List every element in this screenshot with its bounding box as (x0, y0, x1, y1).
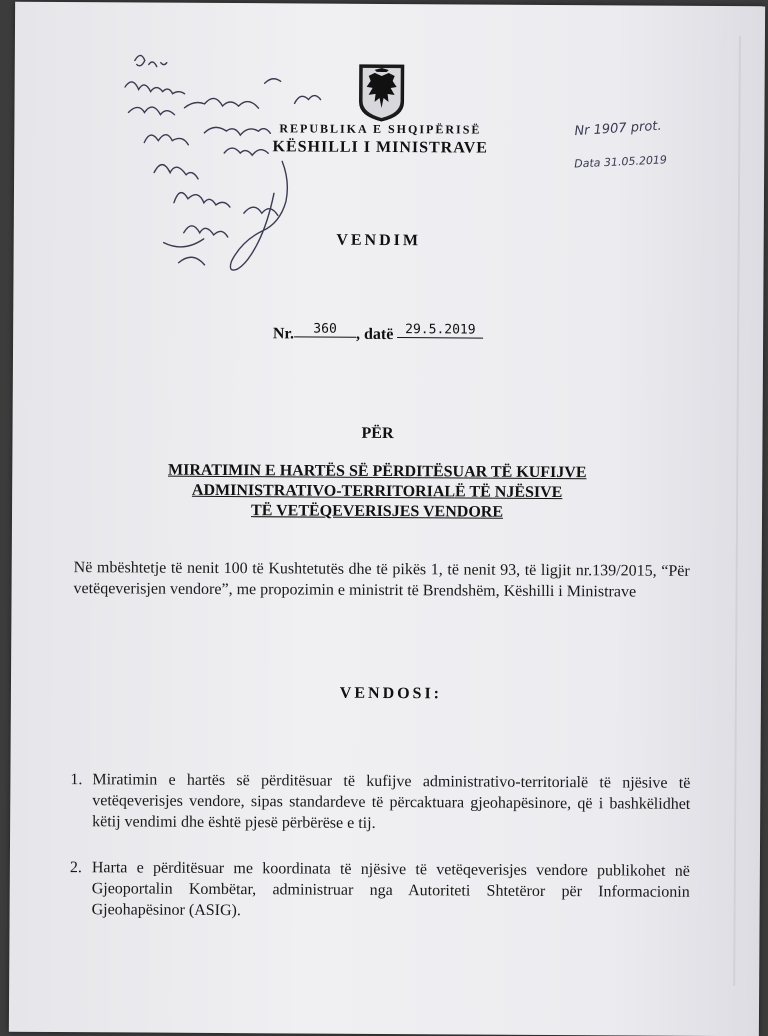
document-page (9, 2, 765, 1036)
number-value: 360 (294, 321, 356, 337)
albanian-eagle-emblem-icon (356, 62, 406, 122)
document-title: VENDIM (336, 231, 422, 250)
subject-line: ADMINISTRATIVO-TERRITORIALË TË NJËSIVE (191, 481, 563, 502)
handwritten-protocol-date: Data 31.05.2019 (573, 153, 668, 171)
item-number: 1. (70, 771, 83, 789)
item-number: 2. (69, 859, 82, 877)
letterhead (250, 121, 510, 158)
decision-item (70, 769, 690, 836)
preamble-paragraph: Në mbështetje të nenit 100 të Kushtetutës dhe të pikës 1, të nenit 93, të ligjit nr.139/2015, “Për vetëqeverisjen vendore”, me propozimin e ministrit të Brendshëm, Këshilli i Ministrave (73, 559, 690, 601)
number-label: Nr. (272, 325, 295, 343)
for-heading: PËR (361, 424, 394, 443)
subject-line: TË VETËQEVERISJES VENDORE (251, 502, 504, 521)
letterhead-republic: REPUBLIKA E SHQIPËRISË (279, 121, 482, 137)
subject-line: MIRATIMIN E HARTËS SË PËRDITËSUAR TË KUFIJVE (167, 461, 587, 482)
decides-heading: VENDOSI: (339, 684, 443, 703)
letterhead-council: KËSHILLI I MINISTRAVE (272, 138, 489, 157)
item-text: Harta e përditësuar me koordinata të njësive të vetëqeverisjes vendore publikohet në Gjeoportalin Kombëtar, administruar nga Autoriteti Shtetëror për Informacionin Gjeohapësinor (ASIG). (91, 859, 690, 920)
decision-subject (12, 460, 742, 524)
date-label: , datë (355, 325, 394, 344)
decision-number-line (13, 321, 743, 346)
decision-item (70, 857, 690, 924)
date-value: 29.5.2019 (397, 322, 483, 339)
item-text: Miratimin e hartës së përditësuar të kufijve administrativo-territorialë të njësive të vetëqeverisjes vendore, sipas standardeve të përcaktuara gjeohapësinore, që i bashkëlidhet këtij vendimi dhe është pjesë përbërëse e tij. (92, 771, 691, 832)
handwritten-protocol-number: Nr 1907 prot. (573, 118, 662, 140)
